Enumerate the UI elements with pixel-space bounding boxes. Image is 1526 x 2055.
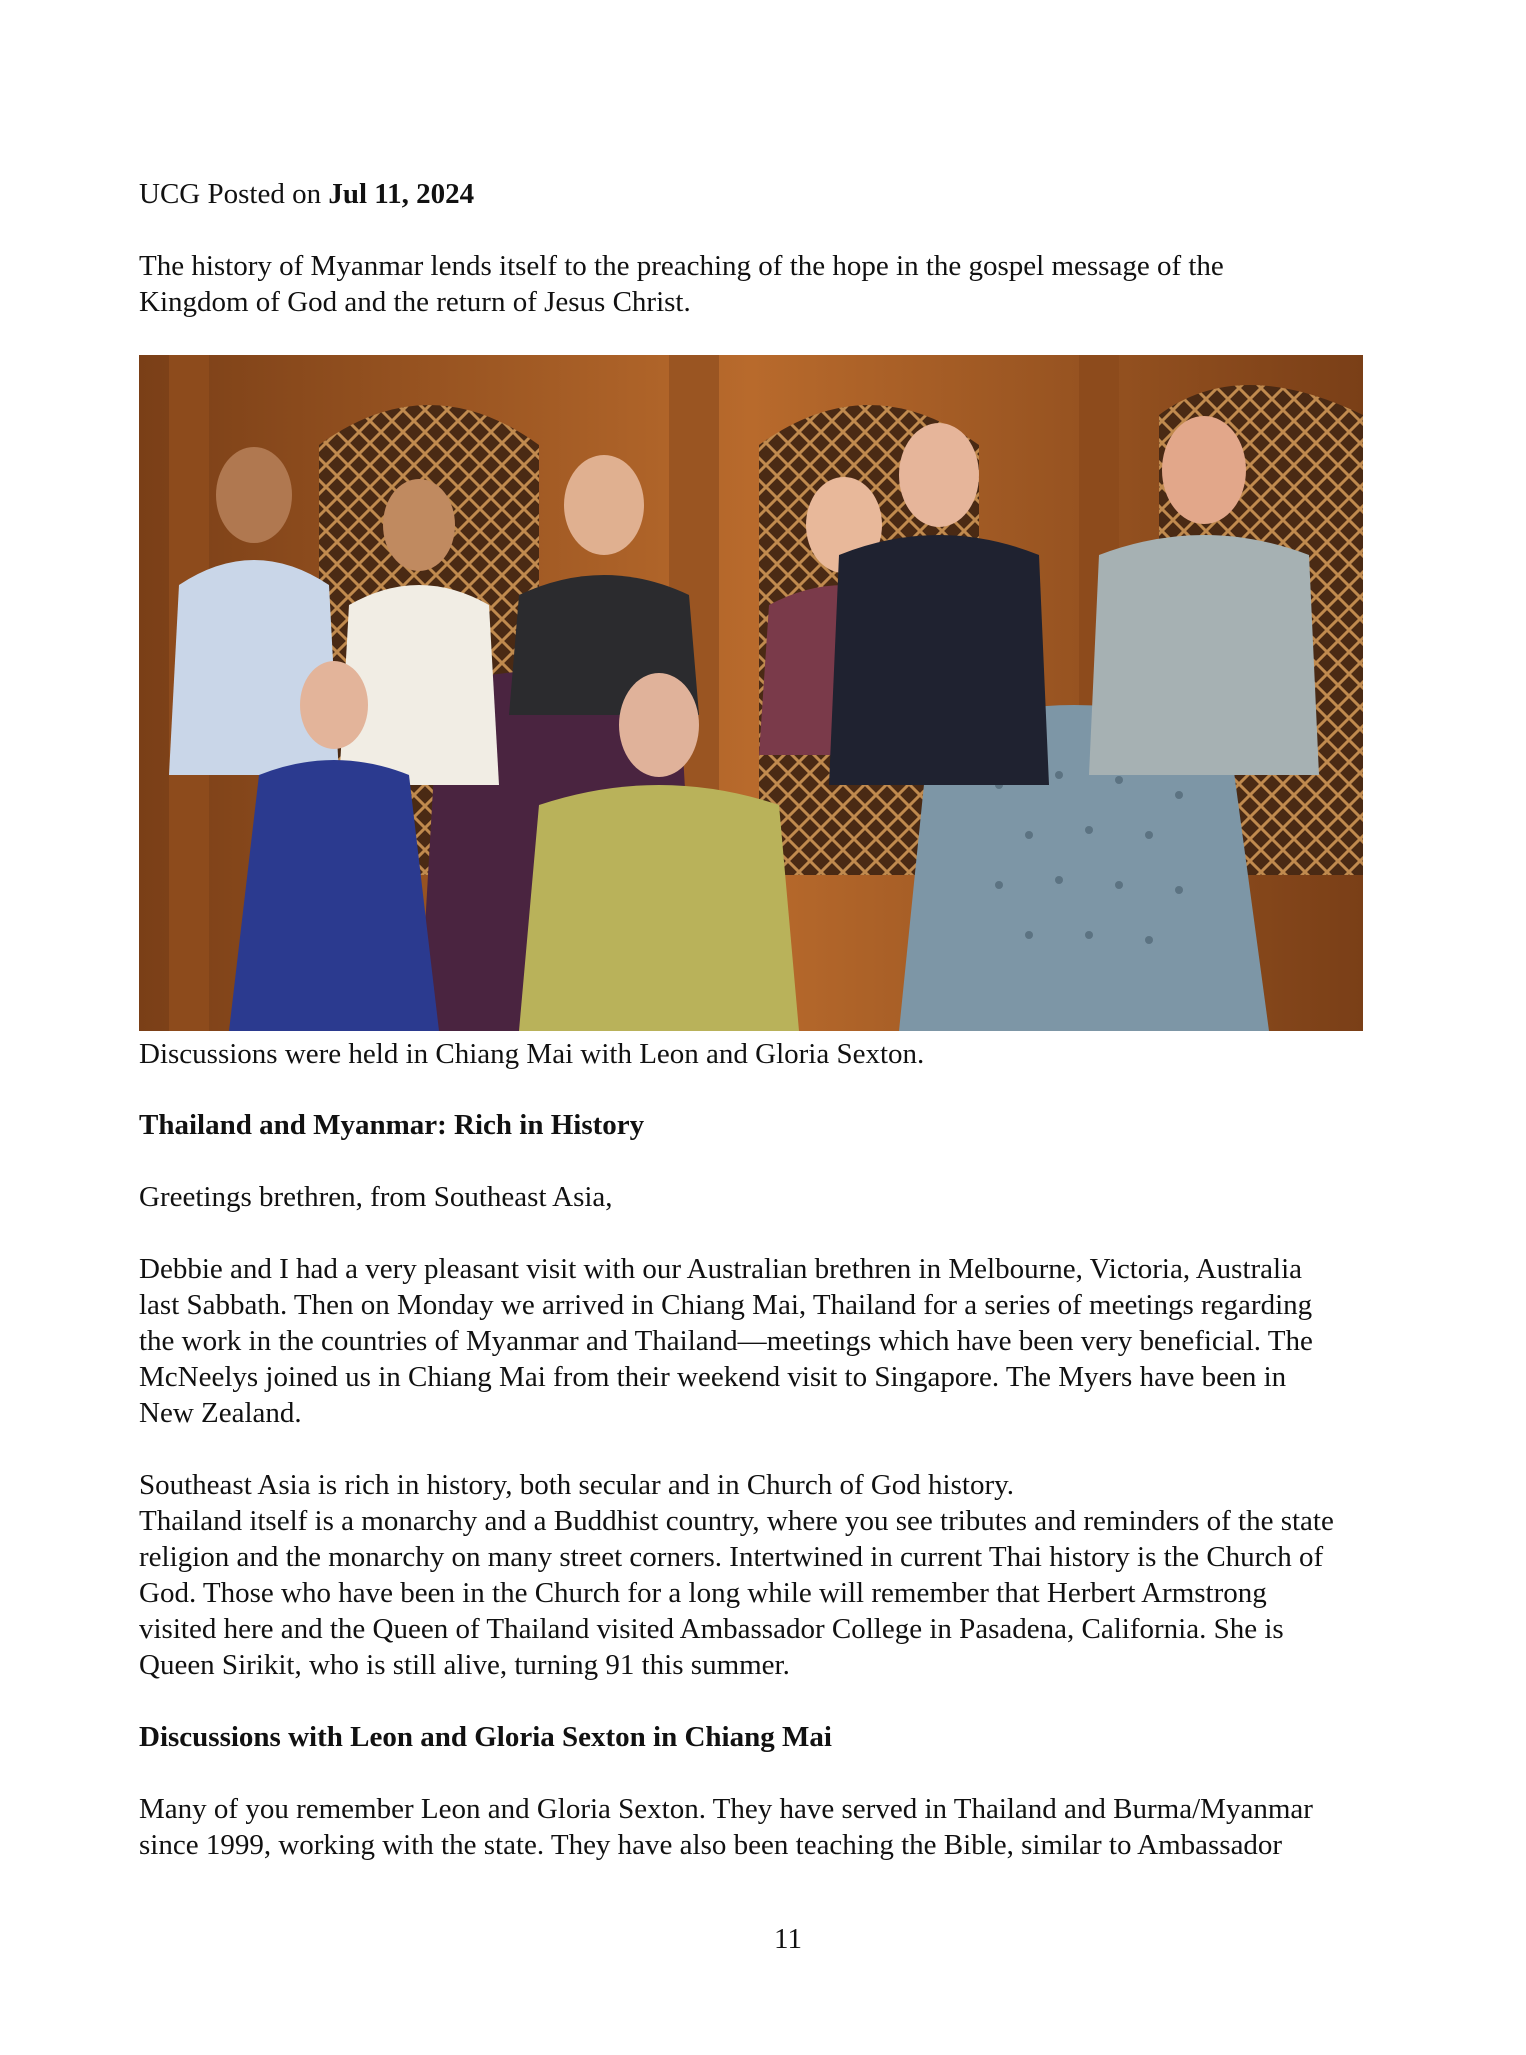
paragraph-line: Debbie and I had a very pleasant visit with our Australian brethren in Melbourne, Victoria, Australia — [139, 1253, 1303, 1285]
paragraph-line: Queen Sirikit, who is still alive, turning 91 this summer. — [139, 1649, 790, 1681]
paragraph-line: visited here and the Queen of Thailand visited Ambassador College in Pasadena, California. She is — [139, 1613, 1284, 1645]
section-heading-text: Discussions with Leon and Gloria Sexton in Chiang Mai — [139, 1721, 832, 1753]
photo-caption — [139, 1036, 1439, 1072]
posted-date: Jul 11, 2024 — [328, 178, 475, 210]
posted-line — [139, 176, 1439, 212]
paragraph-line: Thailand itself is a monarchy and a Buddhist country, where you see tributes and reminders of the state — [139, 1505, 1334, 1537]
intro-line: Kingdom of God and the return of Jesus Christ. — [139, 286, 691, 318]
paragraph-line: Many of you remember Leon and Gloria Sexton. They have served in Thailand and Burma/Myanmar — [139, 1793, 1313, 1825]
paragraph-line: New Zealand. — [139, 1397, 302, 1429]
greeting-text: Greetings brethren, from Southeast Asia, — [139, 1181, 613, 1213]
paragraph-line: McNeelys joined us in Chiang Mai from their weekend visit to Singapore. The Myers have been in — [139, 1361, 1287, 1393]
group-photo — [139, 355, 1363, 1031]
greeting — [139, 1179, 1439, 1215]
body-paragraph — [139, 1467, 1439, 1683]
section-heading — [139, 1719, 1439, 1755]
intro-paragraph — [139, 248, 1439, 320]
body-paragraph — [139, 1791, 1439, 1863]
paragraph-line: Southeast Asia is rich in history, both secular and in Church of God history. — [139, 1469, 1014, 1501]
paragraph-line: since 1999, working with the state. They have also been teaching the Bible, similar to Ambassador — [139, 1829, 1283, 1861]
paragraph-line: the work in the countries of Myanmar and Thailand—meetings which have been very beneficial. The — [139, 1325, 1313, 1357]
photo-caption-text: Discussions were held in Chiang Mai with Leon and Gloria Sexton. — [139, 1038, 925, 1070]
paragraph-line: religion and the monarchy on many street corners. Intertwined in current Thai history is the Church of — [139, 1541, 1324, 1573]
intro-line: The history of Myanmar lends itself to the preaching of the hope in the gospel message of the — [139, 250, 1224, 282]
page-number: 11 — [774, 1923, 802, 1955]
paragraph-line: God. Those who have been in the Church for a long while will remember that Herbert Armstrong — [139, 1577, 1267, 1609]
paragraph-line: last Sabbath. Then on Monday we arrived in Chiang Mai, Thailand for a series of meetings regarding — [139, 1289, 1313, 1321]
posted-prefix: UCG Posted on — [139, 178, 329, 210]
body-paragraph — [139, 1251, 1439, 1431]
section-heading — [139, 1107, 1439, 1143]
section-heading-text: Thailand and Myanmar: Rich in History — [139, 1109, 645, 1141]
